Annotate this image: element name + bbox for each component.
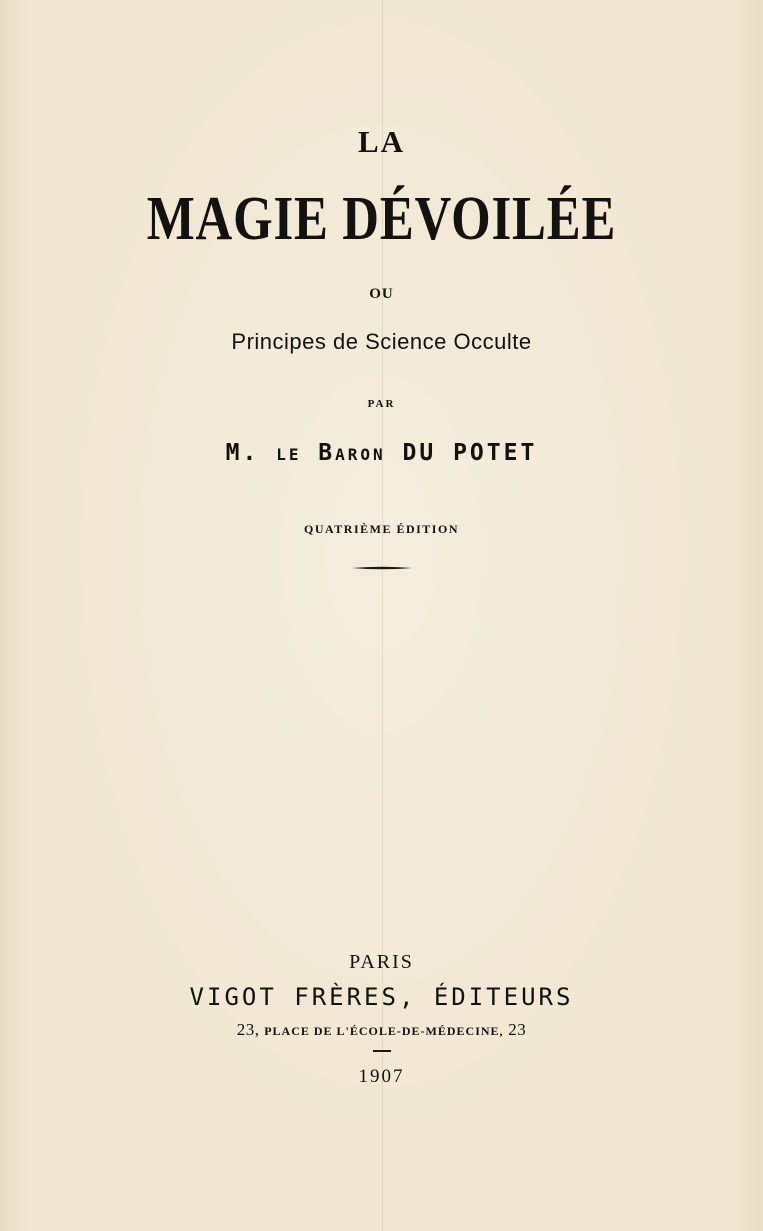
title-article: LA [357,124,406,159]
short-rule [373,1050,391,1052]
subtitle: Principes de Science Occulte [231,329,532,354]
publication-year: 1907 [358,1066,405,1087]
imprint-publisher: VIGOT FRÈRES, ÉDITEURS [189,983,574,1011]
main-title: MAGIE DÉVOILÉE [146,185,617,253]
imprint-city: PARIS [349,951,414,973]
edition-label: QUATRIÈME ÉDITION [304,522,459,536]
imprint-address [0,1020,763,1040]
address-street: PLACE DE L'ÉCOLE-DE-MÉDECINE, [264,1024,504,1038]
ornament-rule-icon [352,565,412,571]
author-name: M. le Baron DU POTET [225,440,538,466]
address-number-end: 23 [508,1020,527,1039]
address-number-start: 23, [236,1020,260,1039]
by-label: PAR [367,398,396,410]
title-conjunction: OU [369,286,394,302]
